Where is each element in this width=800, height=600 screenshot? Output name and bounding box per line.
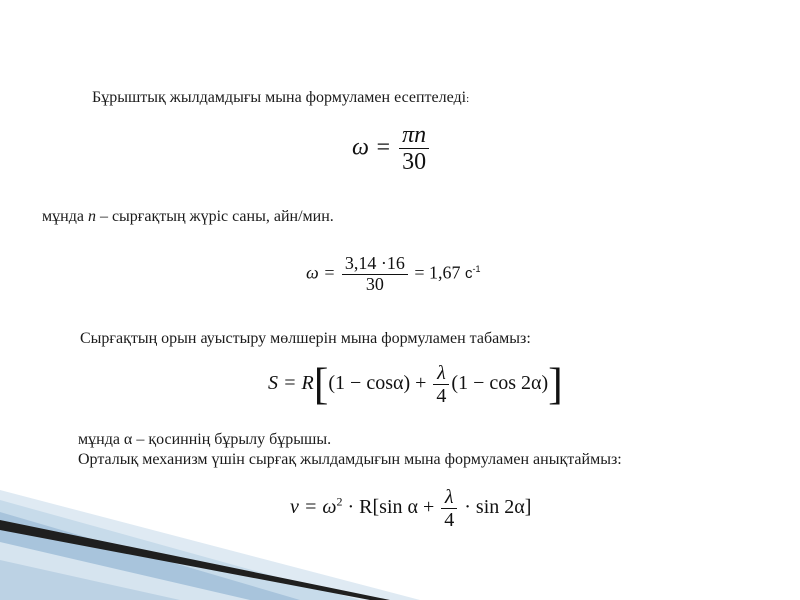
- formula2-unit-base: с: [465, 265, 473, 283]
- formula-angular-velocity-calc: [306, 254, 481, 295]
- formula1-fraction: [399, 122, 429, 176]
- formula4-lambda: λ: [444, 486, 454, 508]
- formula4-tail: · sin 2α]: [464, 496, 532, 519]
- formula3-bracket-close: ]: [548, 359, 563, 409]
- formula2-unit: [465, 265, 481, 282]
- formula3-lhs: S = R: [268, 372, 314, 395]
- formula1-denominator: 30: [399, 148, 429, 175]
- displacement-text: [80, 329, 531, 349]
- definition-n-text: [42, 207, 334, 227]
- formula3-four: 4: [433, 384, 449, 407]
- formula4-four: 4: [441, 508, 457, 531]
- formula4-exp: 2: [336, 494, 343, 509]
- formula1-numerator: πn: [402, 122, 427, 148]
- formula-angular-velocity: [352, 122, 431, 176]
- intro-colon: :: [466, 93, 470, 105]
- formula-displacement: [268, 359, 563, 409]
- formula2-denominator: 30: [342, 274, 408, 295]
- definition-n-rest: – сырғақтың жүріс саны, айн/мин.: [95, 208, 334, 225]
- intro-text-label: Бұрыштық жылдамдығы мына формуламен есептеледі: [92, 89, 467, 106]
- displacement-label: Сырғақтың орын ауыстыру мөлшерін мына формуламен табамыз:: [80, 330, 531, 347]
- formula4-lhs: v = ω: [290, 496, 337, 519]
- formula2-lhs: ω =: [306, 262, 336, 283]
- velocity-intro-text: [78, 450, 622, 470]
- definition-n-prefix: мұнда: [42, 208, 88, 225]
- definition-n-var: n: [87, 208, 96, 225]
- formula1-lhs: ω =: [352, 134, 392, 161]
- formula2-fraction: [342, 254, 408, 295]
- formula4-mid: · R[sin α +: [342, 496, 435, 519]
- formula3-fraction: [433, 362, 449, 407]
- formula3-term1: (1 − cosα) +: [328, 372, 427, 395]
- formula3-term2: (1 − cos 2α): [451, 372, 549, 395]
- formula2-unit-exp: -1: [472, 264, 481, 275]
- intro-text: [92, 88, 469, 109]
- formula2-result: = 1,67: [414, 262, 461, 283]
- formula2-numerator: 3,14 ·16: [344, 253, 405, 273]
- velocity-intro-label: Орталық механизм үшін сырғақ жылдамдығын мына формуламен анықтаймыз:: [78, 451, 622, 468]
- formula4-fraction: [441, 486, 457, 531]
- decorative-corner-stripes: [0, 490, 420, 600]
- alpha-definition-label: мұнда α – қосиннің бұрылу бұрышы.: [78, 431, 332, 448]
- formula3-lambda: λ: [437, 362, 446, 384]
- formula3-bracket-open: [: [313, 359, 329, 409]
- alpha-definition-text: [78, 430, 331, 450]
